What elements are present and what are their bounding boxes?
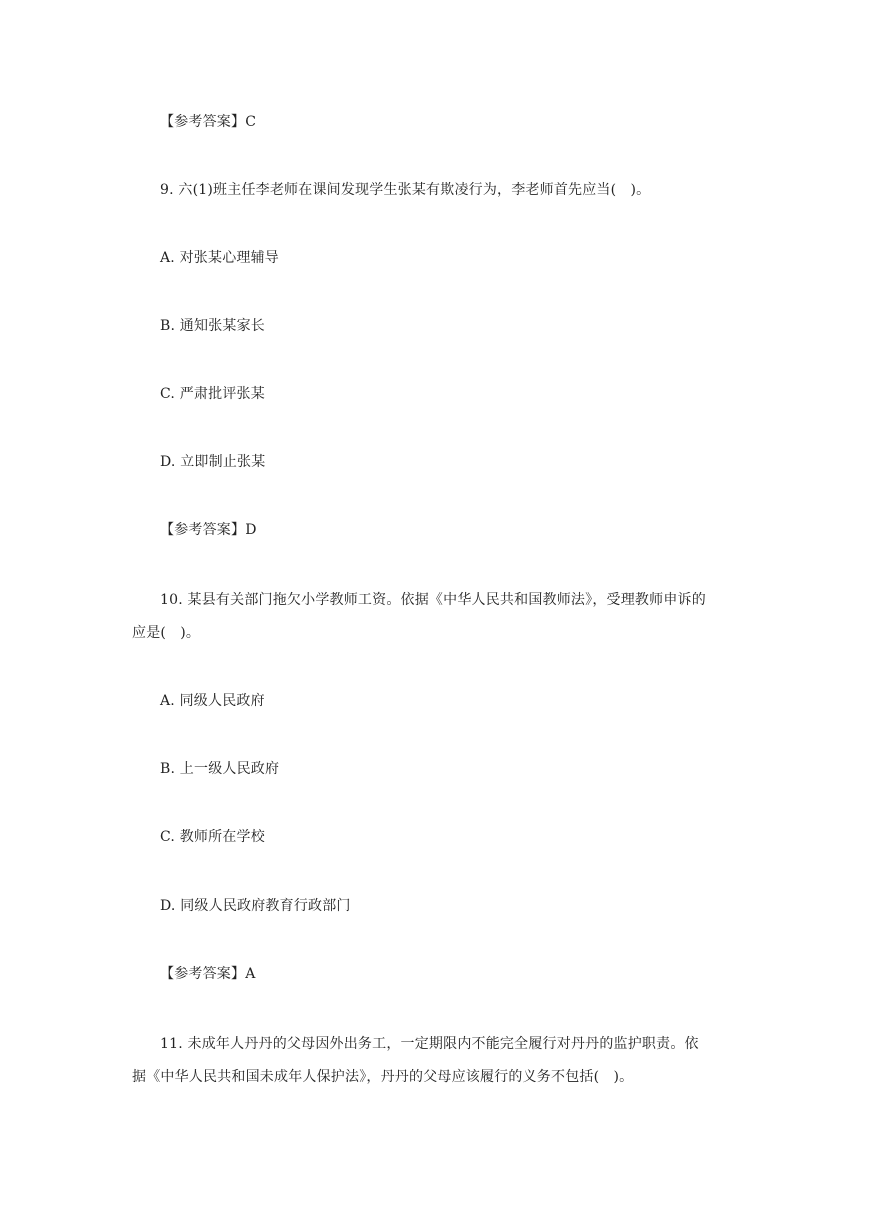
question-10-option-a: A. 同级人民政府	[160, 693, 265, 709]
question-9-option-b: B. 通知张某家长	[160, 318, 265, 334]
question-9-option-a: A. 对张某心理辅导	[160, 250, 280, 266]
answer-key-a: 【参考答案】A	[160, 966, 256, 982]
question-9-option-c: C. 严肃批评张某	[160, 386, 265, 402]
answer-key-c: 【参考答案】C	[160, 114, 257, 130]
question-10-option-d: D. 同级人民政府教育行政部门	[160, 898, 351, 914]
question-10-option-b: B. 上一级人民政府	[160, 761, 280, 777]
answer-key-d: 【参考答案】D	[160, 522, 257, 538]
question-11-stem-line-1: 11. 未成年人丹丹的父母因外出务工，一定期限内不能完全履行对丹丹的监护职责。依	[160, 1036, 699, 1052]
question-9-option-d: D. 立即制止张某	[160, 454, 266, 470]
question-9-stem: 9. 六(1)班主任李老师在课间发现学生张某有欺凌行为，李老师首先应当( )。	[160, 182, 651, 198]
question-10-option-c: C. 教师所在学校	[160, 829, 265, 845]
question-11-stem-line-2: 据《中华人民共和国未成年人保护法》，丹丹的父母应该履行的义务不包括( )。	[132, 1069, 634, 1085]
question-10-stem-line-2: 应是( )。	[132, 625, 201, 641]
question-10-stem-line-1: 10. 某县有关部门拖欠小学教师工资。依据《中华人民共和国教师法》，受理教师申诉的	[160, 592, 706, 608]
